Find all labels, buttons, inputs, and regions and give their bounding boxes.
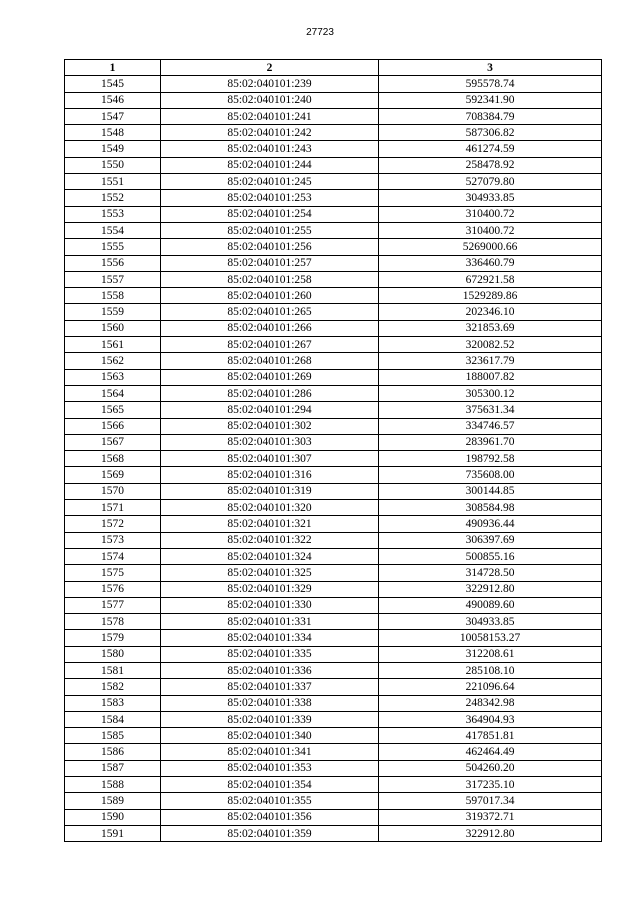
cadastral-number-cell: 85:02:040101:244 — [161, 157, 379, 173]
table-row — [65, 190, 602, 206]
cadastral-number-cell: 85:02:040101:334 — [161, 630, 379, 646]
value-cell: 500855.16 — [379, 548, 602, 564]
cadastral-number-cell: 85:02:040101:330 — [161, 597, 379, 613]
value-cell: 364904.93 — [379, 711, 602, 727]
table-row — [65, 662, 602, 678]
row-number-cell: 1561 — [65, 337, 161, 353]
row-number-cell: 1560 — [65, 320, 161, 336]
value-cell: 336460.79 — [379, 255, 602, 271]
table-row — [65, 695, 602, 711]
value-cell: 490936.44 — [379, 516, 602, 532]
row-number-cell: 1551 — [65, 174, 161, 190]
value-cell: 305300.12 — [379, 385, 602, 401]
cadastral-number-cell: 85:02:040101:338 — [161, 695, 379, 711]
row-number-cell: 1581 — [65, 662, 161, 678]
table-row — [65, 500, 602, 516]
cadastral-number-cell: 85:02:040101:268 — [161, 353, 379, 369]
row-number-cell: 1552 — [65, 190, 161, 206]
cadastral-number-cell: 85:02:040101:307 — [161, 451, 379, 467]
table-row — [65, 728, 602, 744]
cadastral-number-cell: 85:02:040101:239 — [161, 76, 379, 92]
value-cell: 221096.64 — [379, 679, 602, 695]
row-number-cell: 1571 — [65, 500, 161, 516]
row-number-cell: 1545 — [65, 76, 161, 92]
column-header-1: 1 — [65, 60, 161, 76]
table-row — [65, 825, 602, 841]
table-row — [65, 418, 602, 434]
row-number-cell: 1574 — [65, 548, 161, 564]
value-cell: 285108.10 — [379, 662, 602, 678]
row-number-cell: 1569 — [65, 467, 161, 483]
row-number-cell: 1583 — [65, 695, 161, 711]
table-row — [65, 646, 602, 662]
row-number-cell: 1562 — [65, 353, 161, 369]
row-number-cell: 1565 — [65, 402, 161, 418]
table-row — [65, 206, 602, 222]
row-number-cell: 1563 — [65, 369, 161, 385]
row-number-cell: 1584 — [65, 711, 161, 727]
cadastral-number-cell: 85:02:040101:302 — [161, 418, 379, 434]
cadastral-number-cell: 85:02:040101:325 — [161, 565, 379, 581]
cadastral-number-cell: 85:02:040101:340 — [161, 728, 379, 744]
value-cell: 321853.69 — [379, 320, 602, 336]
value-cell: 462464.49 — [379, 744, 602, 760]
table-row — [65, 304, 602, 320]
cadastral-number-cell: 85:02:040101:337 — [161, 679, 379, 695]
table-row — [65, 451, 602, 467]
row-number-cell: 1556 — [65, 255, 161, 271]
cadastral-number-cell: 85:02:040101:341 — [161, 744, 379, 760]
cadastral-number-cell: 85:02:040101:257 — [161, 255, 379, 271]
value-cell: 317235.10 — [379, 777, 602, 793]
table-row — [65, 239, 602, 255]
cadastral-number-cell: 85:02:040101:267 — [161, 337, 379, 353]
table-row — [65, 222, 602, 238]
column-header-3: 3 — [379, 60, 602, 76]
page-number: 27723 — [306, 27, 334, 38]
value-cell: 248342.98 — [379, 695, 602, 711]
table-row — [65, 76, 602, 92]
table-row — [65, 320, 602, 336]
cadastral-number-cell: 85:02:040101:322 — [161, 532, 379, 548]
value-cell: 283961.70 — [379, 434, 602, 450]
value-cell: 322912.80 — [379, 825, 602, 841]
value-cell: 314728.50 — [379, 565, 602, 581]
table-row — [65, 288, 602, 304]
table-row — [65, 271, 602, 287]
table-row — [65, 516, 602, 532]
value-cell: 306397.69 — [379, 532, 602, 548]
cadastral-number-cell: 85:02:040101:260 — [161, 288, 379, 304]
cadastral-number-cell: 85:02:040101:256 — [161, 239, 379, 255]
value-cell: 490089.60 — [379, 597, 602, 613]
column-header-2: 2 — [161, 60, 379, 76]
value-cell: 417851.81 — [379, 728, 602, 744]
cadastral-number-cell: 85:02:040101:242 — [161, 125, 379, 141]
table-row — [65, 483, 602, 499]
row-number-cell: 1558 — [65, 288, 161, 304]
row-number-cell: 1568 — [65, 451, 161, 467]
cadastral-number-cell: 85:02:040101:269 — [161, 369, 379, 385]
value-cell: 310400.72 — [379, 222, 602, 238]
value-cell: 322912.80 — [379, 581, 602, 597]
row-number-cell: 1553 — [65, 206, 161, 222]
data-table — [64, 59, 602, 842]
cadastral-number-cell: 85:02:040101:335 — [161, 646, 379, 662]
value-cell: 319372.71 — [379, 809, 602, 825]
value-cell: 595578.74 — [379, 76, 602, 92]
row-number-cell: 1575 — [65, 565, 161, 581]
value-cell: 1529289.86 — [379, 288, 602, 304]
table-row — [65, 581, 602, 597]
row-number-cell: 1576 — [65, 581, 161, 597]
cadastral-number-cell: 85:02:040101:329 — [161, 581, 379, 597]
cadastral-number-cell: 85:02:040101:359 — [161, 825, 379, 841]
cadastral-number-cell: 85:02:040101:353 — [161, 760, 379, 776]
row-number-cell: 1550 — [65, 157, 161, 173]
value-cell: 5269000.66 — [379, 239, 602, 255]
row-number-cell: 1559 — [65, 304, 161, 320]
table-row — [65, 744, 602, 760]
value-cell: 708384.79 — [379, 108, 602, 124]
row-number-cell: 1590 — [65, 809, 161, 825]
row-number-cell: 1566 — [65, 418, 161, 434]
cadastral-number-cell: 85:02:040101:316 — [161, 467, 379, 483]
table-row — [65, 385, 602, 401]
row-number-cell: 1579 — [65, 630, 161, 646]
value-cell: 304933.85 — [379, 190, 602, 206]
cadastral-number-cell: 85:02:040101:319 — [161, 483, 379, 499]
table-row — [65, 141, 602, 157]
table-row — [65, 760, 602, 776]
row-number-cell: 1585 — [65, 728, 161, 744]
row-number-cell: 1587 — [65, 760, 161, 776]
cadastral-number-cell: 85:02:040101:245 — [161, 174, 379, 190]
table-row — [65, 532, 602, 548]
row-number-cell: 1589 — [65, 793, 161, 809]
value-cell: 310400.72 — [379, 206, 602, 222]
table-row — [65, 711, 602, 727]
row-number-cell: 1586 — [65, 744, 161, 760]
row-number-cell: 1546 — [65, 92, 161, 108]
value-cell: 312208.61 — [379, 646, 602, 662]
row-number-cell: 1554 — [65, 222, 161, 238]
table-row — [65, 157, 602, 173]
value-cell: 334746.57 — [379, 418, 602, 434]
row-number-cell: 1572 — [65, 516, 161, 532]
table-row — [65, 467, 602, 483]
cadastral-number-cell: 85:02:040101:240 — [161, 92, 379, 108]
row-number-cell: 1582 — [65, 679, 161, 695]
row-number-cell: 1573 — [65, 532, 161, 548]
value-cell: 375631.34 — [379, 402, 602, 418]
row-number-cell: 1577 — [65, 597, 161, 613]
value-cell: 672921.58 — [379, 271, 602, 287]
table-row — [65, 793, 602, 809]
value-cell: 527079.80 — [379, 174, 602, 190]
table-row — [65, 548, 602, 564]
cadastral-number-cell: 85:02:040101:354 — [161, 777, 379, 793]
table-row — [65, 92, 602, 108]
value-cell: 323617.79 — [379, 353, 602, 369]
table-row — [65, 565, 602, 581]
value-cell: 735608.00 — [379, 467, 602, 483]
cadastral-number-cell: 85:02:040101:331 — [161, 614, 379, 630]
cadastral-number-cell: 85:02:040101:339 — [161, 711, 379, 727]
cadastral-number-cell: 85:02:040101:355 — [161, 793, 379, 809]
row-number-cell: 1567 — [65, 434, 161, 450]
cadastral-number-cell: 85:02:040101:356 — [161, 809, 379, 825]
cadastral-number-cell: 85:02:040101:265 — [161, 304, 379, 320]
value-cell: 504260.20 — [379, 760, 602, 776]
cadastral-number-cell: 85:02:040101:254 — [161, 206, 379, 222]
cadastral-number-cell: 85:02:040101:253 — [161, 190, 379, 206]
table-body — [65, 76, 602, 842]
value-cell: 597017.34 — [379, 793, 602, 809]
row-number-cell: 1570 — [65, 483, 161, 499]
table-row — [65, 369, 602, 385]
table-row — [65, 337, 602, 353]
cadastral-number-cell: 85:02:040101:324 — [161, 548, 379, 564]
table-row — [65, 108, 602, 124]
cadastral-number-cell: 85:02:040101:286 — [161, 385, 379, 401]
value-cell: 10058153.27 — [379, 630, 602, 646]
table-row — [65, 353, 602, 369]
table-row — [65, 777, 602, 793]
table-row — [65, 614, 602, 630]
table-row — [65, 255, 602, 271]
row-number-cell: 1588 — [65, 777, 161, 793]
table-row — [65, 809, 602, 825]
table-row — [65, 434, 602, 450]
table-row — [65, 125, 602, 141]
table-row — [65, 630, 602, 646]
table-row — [65, 679, 602, 695]
table-row — [65, 597, 602, 613]
value-cell: 304933.85 — [379, 614, 602, 630]
row-number-cell: 1591 — [65, 825, 161, 841]
value-cell: 461274.59 — [379, 141, 602, 157]
row-number-cell: 1564 — [65, 385, 161, 401]
cadastral-number-cell: 85:02:040101:321 — [161, 516, 379, 532]
value-cell: 300144.85 — [379, 483, 602, 499]
cadastral-number-cell: 85:02:040101:258 — [161, 271, 379, 287]
value-cell: 188007.82 — [379, 369, 602, 385]
table-row — [65, 174, 602, 190]
row-number-cell: 1557 — [65, 271, 161, 287]
table-row — [65, 402, 602, 418]
value-cell: 308584.98 — [379, 500, 602, 516]
cadastral-number-cell: 85:02:040101:294 — [161, 402, 379, 418]
row-number-cell: 1547 — [65, 108, 161, 124]
value-cell: 202346.10 — [379, 304, 602, 320]
row-number-cell: 1580 — [65, 646, 161, 662]
cadastral-number-cell: 85:02:040101:266 — [161, 320, 379, 336]
cadastral-number-cell: 85:02:040101:241 — [161, 108, 379, 124]
row-number-cell: 1548 — [65, 125, 161, 141]
row-number-cell: 1555 — [65, 239, 161, 255]
row-number-cell: 1549 — [65, 141, 161, 157]
value-cell: 587306.82 — [379, 125, 602, 141]
cadastral-number-cell: 85:02:040101:255 — [161, 222, 379, 238]
value-cell: 592341.90 — [379, 92, 602, 108]
cadastral-number-cell: 85:02:040101:320 — [161, 500, 379, 516]
value-cell: 198792.58 — [379, 451, 602, 467]
cadastral-number-cell: 85:02:040101:243 — [161, 141, 379, 157]
value-cell: 320082.52 — [379, 337, 602, 353]
cadastral-number-cell: 85:02:040101:303 — [161, 434, 379, 450]
row-number-cell: 1578 — [65, 614, 161, 630]
cadastral-number-cell: 85:02:040101:336 — [161, 662, 379, 678]
value-cell: 258478.92 — [379, 157, 602, 173]
table-header-row — [65, 60, 602, 76]
